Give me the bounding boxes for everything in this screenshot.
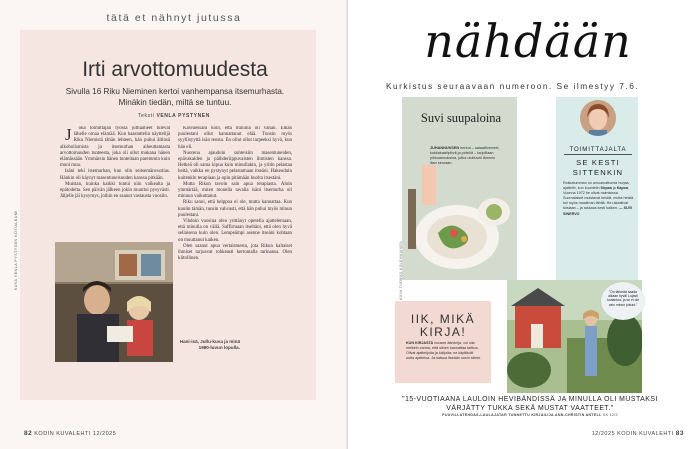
quote-bubble-text: "On tärkeää saada aikaan hyvä! Lujasti tuotantoa, ja se ei ole vain minun juttuni." [606,290,640,307]
editor-note-divider [564,154,632,155]
article-paragraph: Mutta Rikun tavoin sain apua terapiasta. Aloin ymmärtää, miten monella tavalla isäni itsemurha oli minuun vaikuttanut. [178,181,292,200]
editor-note-text: . Vuonna 1972 he olivat naimisissa. Suomalaiset muistavat heidät, mutta heistä tuli myös maailman tähtiä. He rakastivat toisiaan – ja rakkaus kesti kaiken. [563,186,634,211]
family-photo [55,242,173,362]
folio-left [24,430,116,437]
article-paragraph: Riku sanoi, että helppoa ei ole, mutta kannattaa. Kun kuulin tämän, tunsin vahvasti, että hän puhui myös minun puolestani. [178,200,292,218]
page-number: 82 [24,430,33,437]
article-paragraph: Kasvaessani koin, että minulla oli vähän. Eihän puolestani ollut kannattanut elää. Tunsin myös syyllisyyttä isän teosta. En ollut ollut tarpeeksi hyvä, kun hän eli. [178,126,292,150]
section-title: nähdään [424,14,632,68]
quote-credit-name: PUUVILLATEHDAS-LAULAJATAR TUNNETTU KIRJAILIJA ANN-CHRISTIN ANTELL [442,413,602,417]
quote-credit-source: KK 12/2 [601,413,618,417]
food-text-body: herkut – salaattiveneet, kukkakaalipihvit ja pirtelöt – tarjoillaan pikkuannoksina, jotka ulottuvat lämmin illan seuraan. [430,146,500,165]
article-byline [0,113,348,119]
food-photo-credit: KUVA TUOMAS KOLEHMAINEN [399,240,403,300]
editor-avatar [580,100,616,136]
book-teaser-text [406,341,482,361]
editor-note-name: Kapoa [616,186,628,191]
article-paragraph: Nuorena ajauduin suhteisiin masentuneiden, epävakaiden ja päihderiippuvaisten ihmisten kanssa. Hetkeä oli sama kipua kuin minullakin, ja yritin pelastaa heitä, vaikka en pystynyt pelastamaan itseäni. Hakeuduin kuitenkin terapiaan ja opin pitämään huolta itsestäni. [178,150,292,181]
article-paragraph: Vihdoin vuosina olen yrittänyt opetella ajattelemaan, että minulla on väliä. Saffirmaan itseltäni, että olen hyvä sellaisena kuin olen. Lempeämpi asenne itseäni kohtaan on muuttanut kaiken. [178,219,292,243]
pull-quote: "15-VUOTIAANA LAULOIN HEVIBÄNDISSÄ JA MINULLA OLI MUSTAKSI VÄRJÄTTY TUKKA SEKÄ MUSTAT VAATTEET." [402,396,658,412]
article-lede: Sivulla 16 Riku Nieminen kertoi vanhempansa itsemurhasta. Minäkin tiedän, miltä se tuntuu. [65,87,285,107]
folio-right [592,430,684,437]
book-text-body: nousee äänikirja, voi olla melkein varma, että siihen kannattaa tarttua. Olivat ajattelijoita ja lukijoita; ne käyttävät uutta ajattelua. Ja katsoa itseään uusin silmin. [406,341,482,360]
article-headline: Irti arvottomuudesta [82,58,268,81]
food-story-text [430,146,502,166]
photo-caption: Hani-isä, Jullu-kuva ja minä 1980-luvun lopulla. [179,339,240,350]
magazine-issue: 12/2025 KODIN KUVALEHTI [591,431,674,437]
food-text-lead: JUHANNUKSEN [430,146,460,150]
editor-note-body [563,181,635,217]
editor-signature: — SUVI SINERVO [563,206,633,216]
article-column-1 [60,126,170,236]
byline-label: Teksti [138,113,155,119]
editor-note-text: Rokkatumman on arvoamattomia hurjaa, ajattelin, kun kuuntelin [563,181,630,191]
section-kicker: tätä et nähnyt jutussa [106,12,242,24]
editor-note-name: Sirpaa [600,186,612,191]
editor-portrait [580,100,616,136]
article-paragraph: Olen saanut apua vertaistuesta, jota Rikun kaltaiset ihmiset tarjoavat rohkeasti kertomalla tarinansa. Olen kiitollinen. [178,243,292,262]
editor-note-headline: SE KESTI SITTENKIN [572,158,624,177]
book-text-lead: KUN KIRJASTA [406,341,434,345]
byline-author: VENLA PYSTYNEN [156,113,210,119]
pull-quote-credit [400,413,660,417]
article-paragraph: J oka toimittajan työssä juttuaiheet tulevat lähelle omaa elämää. Kun haastattelin näyttelijä Riku Niemistä tähän lehteen, hän puhui äitinsä alkoholismista ja itsemurhan aiheuttamasta arvottomuuden tunteesta, joka oli ollut mukana hänen elämässään. Ymmärsin hänen tunteitaan paremmin kuin moni muu. [60,126,170,169]
article-paragraph: Isäni teki itsemurhan, kun olin seitsemänvuotias. Hänkin oli käynyt masentuneisuuden kanssa pitkään. [60,169,170,181]
editor-note-text: ja [611,186,617,191]
right-page [348,0,696,449]
family-photo-illustration [55,242,173,362]
section-subhead: Kurkistus seuraavaan numeroon. Se ilmestyy 7.6. [386,81,640,91]
photo-credit: KUVA VENLA PYSTYSEN KOTIALBUMI [14,210,18,290]
food-story-title: Suvi suupaloina [420,111,502,125]
magazine-issue: KODIN KUVALEHTI 12/2025 [34,431,117,437]
article-paragraph: Muistan, kuinka kaikki tuntui niin vaikealta ja epätodelta. Sen päivän jälkeen jokin muuttui pysyvästi. Jäljelle jäi kysymys, joihin en saanut vastausta vuosiin. [60,181,170,200]
article-column-2 [178,126,292,330]
editor-note-label: TOIMITTAJALTA [569,146,627,153]
page-number: 83 [675,430,684,437]
book-teaser-title: IIK, MIKÄ KIRJA! [410,312,476,339]
drop-cap: J [65,126,72,144]
